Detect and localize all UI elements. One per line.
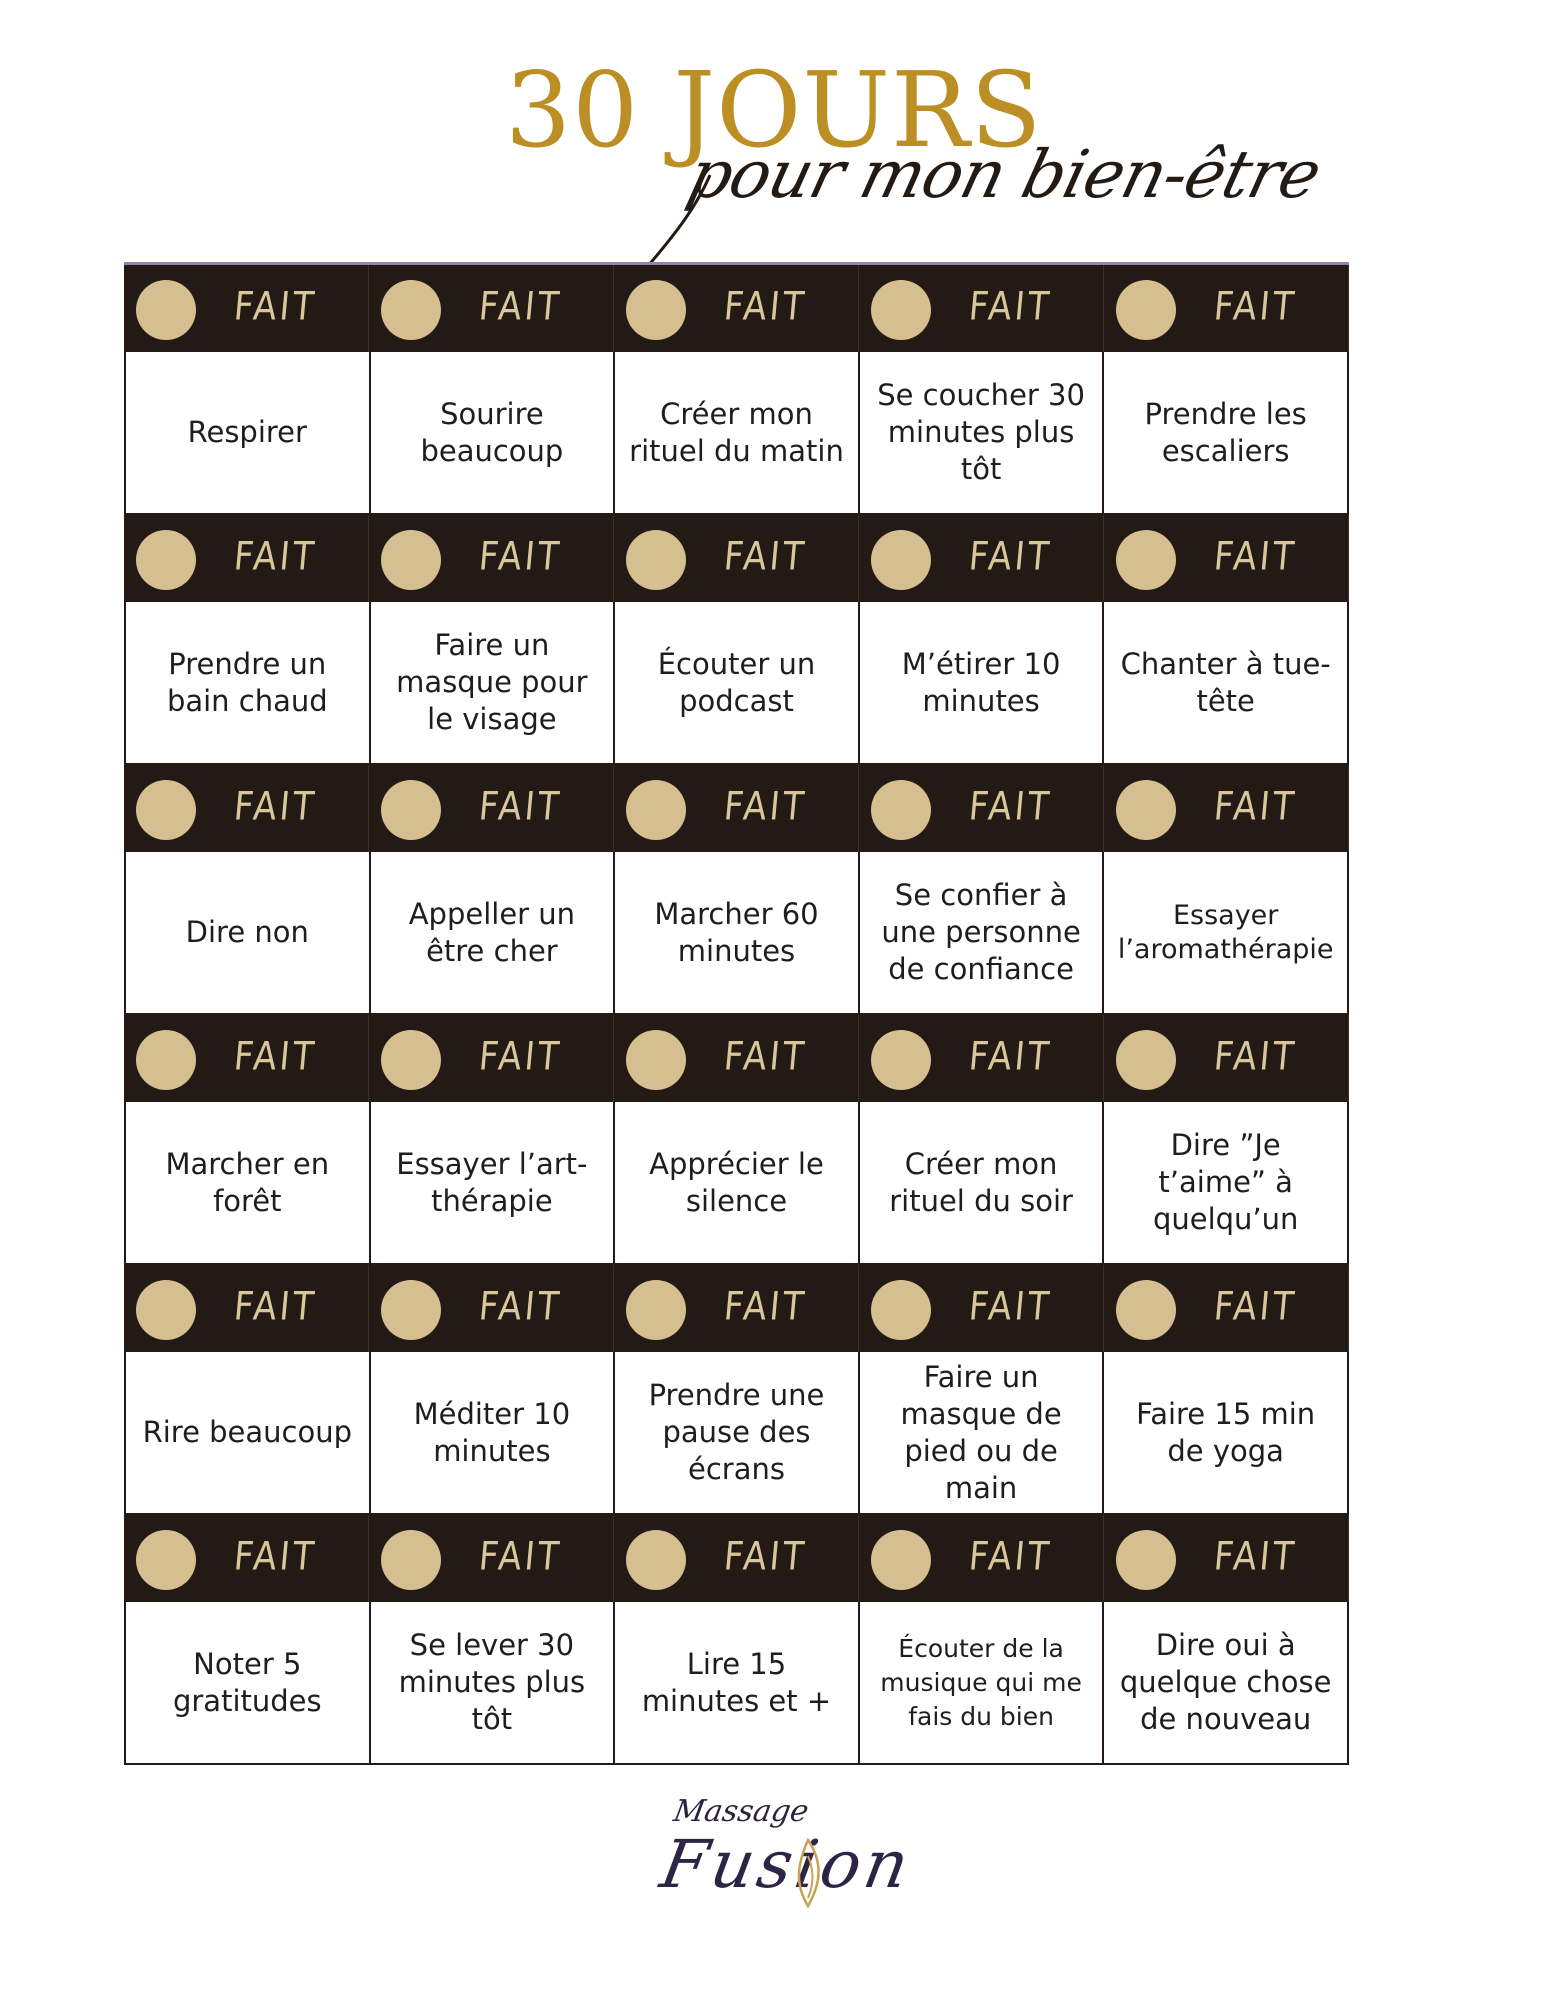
activity-cell: Marcher 60 minutes bbox=[615, 852, 860, 1013]
activity-cell: Faire un masque de pied ou de main bbox=[860, 1352, 1105, 1513]
done-label: FAIT bbox=[231, 1534, 319, 1580]
activity-cell: Créer mon rituel du matin bbox=[615, 352, 860, 513]
done-label: FAIT bbox=[721, 534, 809, 580]
activity-cell: Écouter un podcast bbox=[615, 602, 860, 763]
done-label: FAIT bbox=[231, 1034, 319, 1080]
checkbox-circle-icon[interactable] bbox=[1116, 280, 1176, 340]
activity-cell: Créer mon rituel du soir bbox=[860, 1102, 1105, 1263]
checkbox-circle-icon[interactable] bbox=[871, 1530, 931, 1590]
done-label: FAIT bbox=[476, 1534, 564, 1580]
activity-row bbox=[124, 602, 1349, 765]
done-label: FAIT bbox=[721, 784, 809, 830]
activity-cell: Sourire beaucoup bbox=[371, 352, 616, 513]
done-checkbox-cell[interactable] bbox=[369, 1265, 614, 1352]
done-label: FAIT bbox=[1211, 1284, 1299, 1330]
done-checkbox-cell[interactable] bbox=[859, 1265, 1104, 1352]
activity-cell: Prendre les escaliers bbox=[1104, 352, 1349, 513]
page-title: 30 JOURS bbox=[505, 49, 1043, 171]
activity-cell: Prendre une pause des écrans bbox=[615, 1352, 860, 1513]
checkbox-circle-icon[interactable] bbox=[381, 1030, 441, 1090]
header-row bbox=[124, 1265, 1349, 1352]
done-label: FAIT bbox=[966, 1534, 1054, 1580]
done-label: FAIT bbox=[721, 1284, 809, 1330]
done-checkbox-cell[interactable] bbox=[369, 265, 614, 352]
checkbox-circle-icon[interactable] bbox=[626, 1280, 686, 1340]
done-checkbox-cell[interactable] bbox=[369, 1015, 614, 1102]
activity-cell: Dire non bbox=[126, 852, 371, 1013]
checkbox-circle-icon[interactable] bbox=[1116, 1530, 1176, 1590]
checkbox-circle-icon[interactable] bbox=[1116, 780, 1176, 840]
checkbox-circle-icon[interactable] bbox=[381, 1530, 441, 1590]
done-label: FAIT bbox=[231, 784, 319, 830]
activity-cell: Se lever 30 minutes plus tôt bbox=[371, 1602, 616, 1763]
done-label: FAIT bbox=[476, 1034, 564, 1080]
checkbox-circle-icon[interactable] bbox=[626, 280, 686, 340]
done-checkbox-cell[interactable] bbox=[859, 515, 1104, 602]
done-label: FAIT bbox=[721, 1034, 809, 1080]
done-label: FAIT bbox=[721, 284, 809, 330]
checkbox-circle-icon[interactable] bbox=[381, 530, 441, 590]
done-label: FAIT bbox=[476, 534, 564, 580]
title-block bbox=[0, 0, 1545, 260]
header-row bbox=[124, 515, 1349, 602]
checkbox-circle-icon[interactable] bbox=[871, 530, 931, 590]
activity-cell: Se coucher 30 minutes plus tôt bbox=[860, 352, 1105, 513]
checkbox-circle-icon[interactable] bbox=[871, 780, 931, 840]
activity-cell: Dire ”Je t’aime” à quelqu’un bbox=[1104, 1102, 1349, 1263]
header-row bbox=[124, 1015, 1349, 1102]
checkbox-circle-icon[interactable] bbox=[136, 1280, 196, 1340]
done-checkbox-cell[interactable] bbox=[124, 1265, 369, 1352]
activity-cell: Se confier à une personne de confiance bbox=[860, 852, 1105, 1013]
header-row bbox=[124, 265, 1349, 352]
checkbox-circle-icon[interactable] bbox=[381, 280, 441, 340]
checkbox-circle-icon[interactable] bbox=[136, 1030, 196, 1090]
activity-cell: Faire 15 min de yoga bbox=[1104, 1352, 1349, 1513]
checkbox-circle-icon[interactable] bbox=[1116, 530, 1176, 590]
done-checkbox-cell[interactable] bbox=[614, 765, 859, 852]
logo-main-text: Fusion bbox=[655, 1826, 919, 1903]
done-label: FAIT bbox=[721, 1534, 809, 1580]
checkbox-circle-icon[interactable] bbox=[626, 1030, 686, 1090]
done-label: FAIT bbox=[1211, 534, 1299, 580]
done-label: FAIT bbox=[1211, 1034, 1299, 1080]
done-checkbox-cell[interactable] bbox=[1104, 1265, 1349, 1352]
brand-logo bbox=[0, 1790, 1545, 1920]
done-label: FAIT bbox=[1211, 784, 1299, 830]
done-checkbox-cell[interactable] bbox=[1104, 515, 1349, 602]
activity-row bbox=[124, 1102, 1349, 1265]
activity-cell: Appeller un être cher bbox=[371, 852, 616, 1013]
activity-row bbox=[124, 852, 1349, 1015]
activity-cell: Noter 5 gratitudes bbox=[126, 1602, 371, 1763]
done-label: FAIT bbox=[966, 1034, 1054, 1080]
logo-top-text: Massage bbox=[670, 1794, 812, 1829]
checkbox-circle-icon[interactable] bbox=[136, 530, 196, 590]
done-checkbox-cell[interactable] bbox=[124, 1015, 369, 1102]
done-checkbox-cell[interactable] bbox=[1104, 265, 1349, 352]
activity-cell: M’étirer 10 minutes bbox=[860, 602, 1105, 763]
done-checkbox-cell[interactable] bbox=[369, 515, 614, 602]
activity-cell: Lire 15 minutes et + bbox=[615, 1602, 860, 1763]
done-label: FAIT bbox=[966, 534, 1054, 580]
activity-cell: Faire un masque pour le visage bbox=[371, 602, 616, 763]
done-checkbox-cell[interactable] bbox=[859, 765, 1104, 852]
done-checkbox-cell[interactable] bbox=[614, 515, 859, 602]
activity-row bbox=[124, 1602, 1349, 1765]
checkbox-circle-icon[interactable] bbox=[136, 1530, 196, 1590]
done-checkbox-cell[interactable] bbox=[859, 1015, 1104, 1102]
done-checkbox-cell[interactable] bbox=[859, 1515, 1104, 1602]
activity-cell: Essayer l’art-thérapie bbox=[371, 1102, 616, 1263]
done-checkbox-cell[interactable] bbox=[124, 265, 369, 352]
done-label: FAIT bbox=[966, 284, 1054, 330]
done-label: FAIT bbox=[966, 1284, 1054, 1330]
done-checkbox-cell[interactable] bbox=[614, 1015, 859, 1102]
done-label: FAIT bbox=[1211, 284, 1299, 330]
done-checkbox-cell[interactable] bbox=[1104, 765, 1349, 852]
challenge-grid bbox=[124, 262, 1349, 1765]
checkbox-circle-icon[interactable] bbox=[136, 780, 196, 840]
header-row bbox=[124, 765, 1349, 852]
done-label: FAIT bbox=[476, 784, 564, 830]
done-label: FAIT bbox=[966, 784, 1054, 830]
done-label: FAIT bbox=[231, 284, 319, 330]
activity-cell: Prendre un bain chaud bbox=[126, 602, 371, 763]
checkbox-circle-icon[interactable] bbox=[871, 280, 931, 340]
header-row bbox=[124, 1515, 1349, 1602]
activity-row bbox=[124, 1352, 1349, 1515]
checkbox-circle-icon[interactable] bbox=[381, 780, 441, 840]
done-checkbox-cell[interactable] bbox=[124, 765, 369, 852]
activity-cell: Chanter à tue-tête bbox=[1104, 602, 1349, 763]
done-checkbox-cell[interactable] bbox=[369, 1515, 614, 1602]
checkbox-circle-icon[interactable] bbox=[1116, 1280, 1176, 1340]
activity-cell: Méditer 10 minutes bbox=[371, 1352, 616, 1513]
done-checkbox-cell[interactable] bbox=[369, 765, 614, 852]
page-subtitle: pour mon bien-être bbox=[680, 136, 1328, 213]
done-checkbox-cell[interactable] bbox=[614, 265, 859, 352]
checkbox-circle-icon[interactable] bbox=[136, 280, 196, 340]
activity-cell: Écouter de la musique qui me fais du bien bbox=[860, 1602, 1105, 1763]
checkbox-circle-icon[interactable] bbox=[1116, 1030, 1176, 1090]
activity-cell: Marcher en forêt bbox=[126, 1102, 371, 1263]
done-label: FAIT bbox=[476, 284, 564, 330]
done-checkbox-cell[interactable] bbox=[124, 1515, 369, 1602]
flame-icon bbox=[790, 1838, 826, 1908]
done-checkbox-cell[interactable] bbox=[1104, 1515, 1349, 1602]
done-label: FAIT bbox=[1211, 1534, 1299, 1580]
done-checkbox-cell[interactable] bbox=[124, 515, 369, 602]
activity-cell: Rire beaucoup bbox=[126, 1352, 371, 1513]
done-checkbox-cell[interactable] bbox=[614, 1265, 859, 1352]
activity-row bbox=[124, 352, 1349, 515]
activity-cell: Dire oui à quelque chose de nouveau bbox=[1104, 1602, 1349, 1763]
checkbox-circle-icon[interactable] bbox=[626, 1530, 686, 1590]
activity-cell: Apprécier le silence bbox=[615, 1102, 860, 1263]
checkbox-circle-icon[interactable] bbox=[871, 1030, 931, 1090]
done-checkbox-cell[interactable] bbox=[614, 1515, 859, 1602]
checkbox-circle-icon[interactable] bbox=[626, 780, 686, 840]
done-label: FAIT bbox=[231, 534, 319, 580]
activity-cell: Essayer l’aromathérapie bbox=[1104, 852, 1349, 1013]
activity-cell: Respirer bbox=[126, 352, 371, 513]
done-label: FAIT bbox=[476, 1284, 564, 1330]
checkbox-circle-icon[interactable] bbox=[871, 1280, 931, 1340]
checkbox-circle-icon[interactable] bbox=[626, 530, 686, 590]
done-label: FAIT bbox=[231, 1284, 319, 1330]
done-checkbox-cell[interactable] bbox=[859, 265, 1104, 352]
done-checkbox-cell[interactable] bbox=[1104, 1015, 1349, 1102]
checkbox-circle-icon[interactable] bbox=[381, 1280, 441, 1340]
